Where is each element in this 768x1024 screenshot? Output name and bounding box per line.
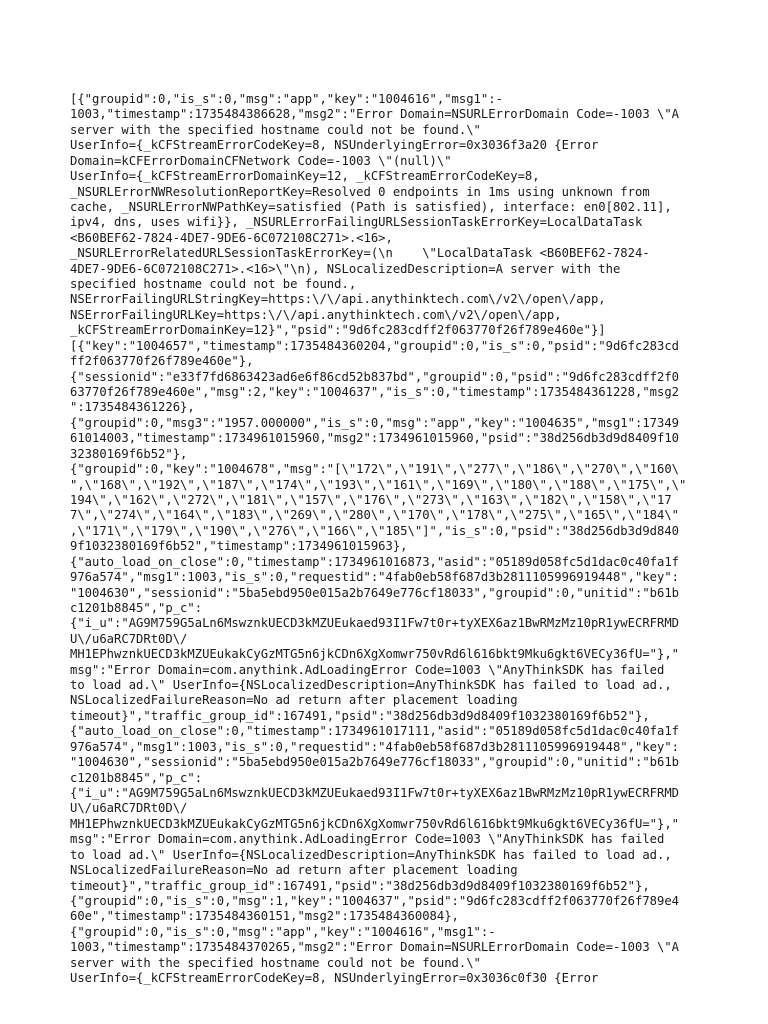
log-line: {"groupid":0,"key":"1004678","msg":"[\"172\",\"191\",\"277\",\"186\",\"270\",\"160\	[70, 462, 680, 477]
log-line: NSLocalizedFailureReason=No ad return after placement loading	[70, 863, 518, 878]
log-line: {"groupid":0,"msg3":"1957.000000","is_s":0,"msg":"app","key":"1004635","msg1":17349	[70, 415, 680, 430]
log-line: "1004630","sessionid":"5ba5ebd950e015a2b7649e776cf18033","groupid":0,"unitid":"b61b	[70, 755, 680, 770]
log-line: c1201b8845","p_c":	[70, 600, 203, 615]
log-line: U\/u6aRC7DRt0D\/	[70, 631, 188, 646]
log-line: server with the specified hostname could not be found.\"	[70, 955, 481, 970]
log-line: NSErrorFailingURLKey=https:\/\/api.anythinktech.com\/v2\/open\/app,	[70, 307, 562, 322]
log-line: _kCFStreamErrorDomainKey=12}","psid":"9d6fc283cdff2f063770f26f789e460e"}]	[70, 323, 606, 338]
log-line: Domain=kCFErrorDomainCFNetwork Code=-1003 \"(null)\"	[70, 153, 452, 168]
log-line: U\/u6aRC7DRt0D\/	[70, 801, 188, 816]
log-line: 1003,"timestamp":1735484386628,"msg2":"Error Domain=NSURLErrorDomain Code=-1003 \"A	[70, 107, 680, 122]
log-line: {"i_u":"AG9M759G5aLn6MswznkUECD3kMZUEukaed93I1Fw7t0r+tyXEX6az1BwRMzMz10pR1ywECRFRMD	[70, 616, 680, 631]
log-line: {"groupid":0,"is_s":0,"msg":1,"key":"1004637","psid":"9d6fc283cdff2f063770f26f789e4	[70, 893, 680, 908]
log-line: timeout}","traffic_group_id":167491,"psid":"38d256db3d9d8409f1032380169f6b52"},	[70, 708, 650, 723]
log-line: to load ad.\" UserInfo={NSLocalizedDescription=AnyThinkSDK has failed to load ad.,	[70, 678, 672, 693]
log-line: <B60BEF62-7824-4DE7-9DE6-6C072108C271>.<16>,	[70, 230, 393, 245]
log-line: 1003,"timestamp":1735484370265,"msg2":"Error Domain=NSURLErrorDomain Code=-1003 \"A	[70, 940, 680, 955]
log-line: _NSURLErrorRelatedURLSessionTaskErrorKey=(\n \"LocalDataTask <B60BEF62-7824-	[70, 246, 650, 261]
log-line: cache, _NSURLErrorNWPathKey=satisfied (Path is satisfied), interface: en0[802.11],	[70, 199, 672, 214]
log-line: UserInfo={_kCFStreamErrorCodeKey=8, NSUnderlyingError=0x3036c0f30 {Error	[70, 971, 599, 986]
log-line: msg":"Error Domain=com.anythink.AdLoadingError Code=1003 \"AnyThinkSDK has failed	[70, 832, 665, 847]
log-line: 194\",\"162\",\"272\",\"181\",\"157\",\"176\",\"273\",\"163\",\"182\",\"158\",\"17	[70, 492, 672, 507]
log-line: 976a574","msg1":1003,"is_s":0,"requestid":"4fab0eb58f687d3b2811105996919448","key":	[70, 739, 680, 754]
log-line: {"auto_load_on_close":0,"timestamp":1734961016873,"asid":"05189d058fc5d1dac0c40fa1f	[70, 554, 680, 569]
log-line: 32380169f6b52"},	[70, 446, 188, 461]
log-line: MH1EPhwznkUECD3kMZUEukakCyGzMTG5n6jkCDn6XgXomwr750vRd6l616bkt9Mku6gkt6VECy36fU="},"	[70, 816, 680, 831]
log-line: 7\",\"274\",\"164\",\"183\",\"269\",\"280\",\"170\",\"178\",\"275\",\"165\",\"184\"	[70, 508, 680, 523]
log-line: specified hostname could not be found.,	[70, 277, 357, 292]
log-line: ",\"168\",\"192\",\"187\",\"174\",\"193\",\"161\",\"169\",\"180\",\"188\",\"175\",\"	[70, 477, 687, 492]
log-line: [{"key":"1004657","timestamp":1735484360204,"groupid":0,"is_s":0,"psid":"9d6fc283cd	[70, 338, 680, 353]
log-line: UserInfo={_kCFStreamErrorCodeKey=8, NSUnderlyingError=0x3036f3a20 {Error	[70, 138, 599, 153]
log-line: ,\"171\",\"179\",\"190\",\"276\",\"166\",\"185\"]","is_s":0,"psid":"38d256db3d9d840	[70, 523, 680, 538]
log-line: 4DE7-9DE6-6C072108C271>.<16>\"\n), NSLocalizedDescription=A server with the	[70, 261, 621, 276]
log-line: NSErrorFailingURLStringKey=https:\/\/api.anythinktech.com\/v2\/open\/app,	[70, 292, 606, 307]
log-line: {"auto_load_on_close":0,"timestamp":1734961017111,"asid":"05189d058fc5d1dac0c40fa1f	[70, 724, 680, 739]
log-line: server with the specified hostname could not be found.\"	[70, 122, 481, 137]
log-line: {"groupid":0,"is_s":0,"msg":"app","key":"1004616","msg1":-	[70, 924, 496, 939]
log-line: _NSURLErrorNWResolutionReportKey=Resolved 0 endpoints in 1ms using unknown from	[70, 184, 650, 199]
log-line: MH1EPhwznkUECD3kMZUEukakCyGzMTG5n6jkCDn6XgXomwr750vRd6l616bkt9Mku6gkt6VECy36fU="},"	[70, 647, 680, 662]
log-line: ipv4, dns, uses wifi}}, _NSURLErrorFailingURLSessionTaskErrorKey=LocalDataTask	[70, 215, 643, 230]
log-line: 60e","timestamp":1735484360151,"msg2":1735484360084},	[70, 909, 459, 924]
log-line: {"sessionid":"e33f7fd6863423ad6e6f86cd52b837bd","groupid":0,"psid":"9d6fc283cdff2f0	[70, 369, 680, 384]
log-document	[70, 92, 710, 986]
log-line: ff2f063770f26f789e460e"},	[70, 354, 254, 369]
log-line: UserInfo={_kCFStreamErrorDomainKey=12, _kCFStreamErrorCodeKey=8,	[70, 169, 540, 184]
log-line: msg":"Error Domain=com.anythink.AdLoadingError Code=1003 \"AnyThinkSDK has failed	[70, 662, 665, 677]
log-line: 63770f26f789e460e","msg":2,"key":"1004637","is_s":0,"timestamp":1735484361228,"msg2	[70, 385, 680, 400]
log-line: timeout}","traffic_group_id":167491,"psid":"38d256db3d9d8409f1032380169f6b52"},	[70, 878, 650, 893]
log-line: NSLocalizedFailureReason=No ad return after placement loading	[70, 693, 518, 708]
log-line: ":1735484361226},	[70, 400, 195, 415]
log-line: 9f1032380169f6b52","timestamp":1734961015963},	[70, 539, 408, 554]
log-line: c1201b8845","p_c":	[70, 770, 203, 785]
log-line: "1004630","sessionid":"5ba5ebd950e015a2b7649e776cf18033","groupid":0,"unitid":"b61b	[70, 585, 680, 600]
log-line: 61014003,"timestamp":1734961015960,"msg2":1734961015960,"psid":"38d256db3d9d8409f10	[70, 431, 680, 446]
log-line: [{"groupid":0,"is_s":0,"msg":"app","key":"1004616","msg1":-	[70, 92, 503, 106]
log-line: to load ad.\" UserInfo={NSLocalizedDescription=AnyThinkSDK has failed to load ad.,	[70, 847, 672, 862]
log-line: 976a574","msg1":1003,"is_s":0,"requestid":"4fab0eb58f687d3b2811105996919448","key":	[70, 570, 680, 585]
log-line: {"i_u":"AG9M759G5aLn6MswznkUECD3kMZUEukaed93I1Fw7t0r+tyXEX6az1BwRMzMz10pR1ywECRFRMD	[70, 785, 680, 800]
